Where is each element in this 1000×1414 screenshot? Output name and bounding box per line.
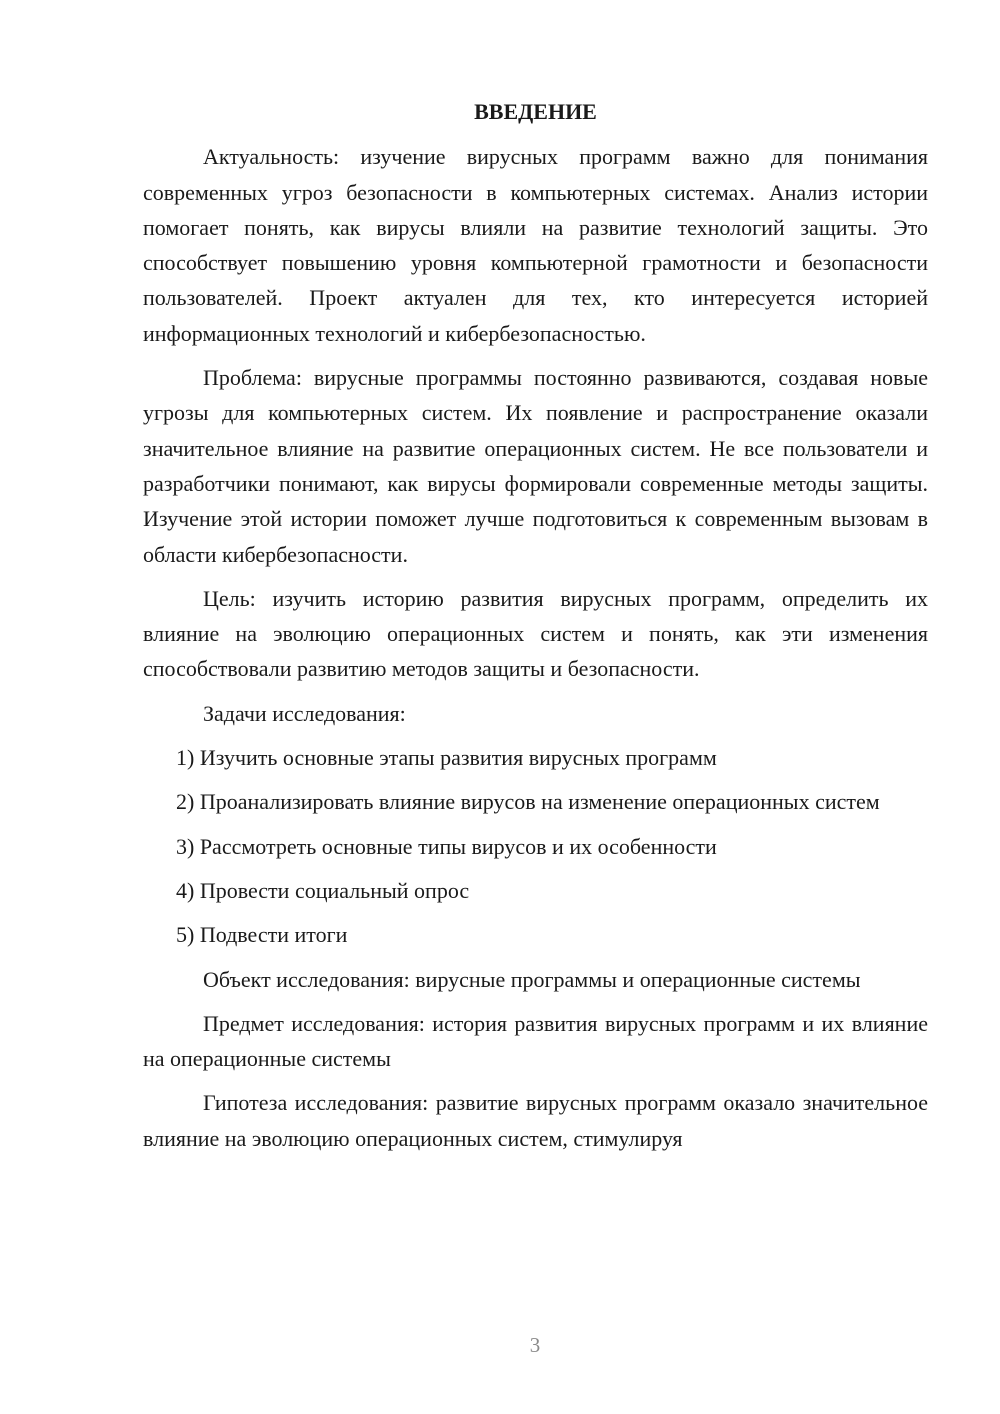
problem-paragraph: Проблема: вирусные программы постоянно развиваются, создавая новые угрозы для компьютерных систем. Их появление и распространение оказали значительное влияние на развитие операционных систем. Не все пользователи и разработчики понимают, как вирусы формировали современные методы защиты. Изучение этой истории поможет лучше подготовиться к современным вызовам в области кибербезопасности. <box>143 365 928 567</box>
page-number: 3 <box>529 1333 541 1357</box>
document-body <box>143 94 928 1156</box>
object-paragraph: Объект исследования: вирусные программы и операционные системы <box>203 966 861 992</box>
section-heading: ВВЕДЕНИЕ <box>474 99 597 124</box>
task-item: 4) Провести социальный опрос <box>176 877 470 903</box>
goal-paragraph: Цель: изучить историю развития вирусных программ, определить их влияние на эволюцию операционных систем и понять, как эти изменения способствовали развитию методов защиты и безопасности. <box>143 585 928 682</box>
subject-paragraph: Предмет исследования: история развития вирусных программ и их влияние на операционные системы <box>143 1010 928 1072</box>
relevance-paragraph: Актуальность: изучение вирусных программ важно для понимания современных угроз безопасности в компьютерных системах. Анализ истории помогает понять, как вирусы влияли на развитие технологий защиты. Это способствует повышению уровня компьютерной грамотности и безопасности пользователей. Проект актуален для тех, кто интересуется историей информационных технологий и кибербезопасностью. <box>143 144 928 346</box>
hypothesis-paragraph: Гипотеза исследования: развитие вирусных программ оказало значительное влияние на эволюцию операционных систем, стимулируя <box>143 1090 928 1151</box>
task-item: 5) Подвести итоги <box>176 922 348 948</box>
task-item: 2) Проанализировать влияние вирусов на изменение операционных систем <box>176 789 880 815</box>
task-item: 1) Изучить основные этапы развития вирусных программ <box>176 745 717 771</box>
task-item: 3) Рассмотреть основные типы вирусов и их особенности <box>176 833 717 859</box>
tasks-title: Задачи исследования: <box>203 700 406 726</box>
